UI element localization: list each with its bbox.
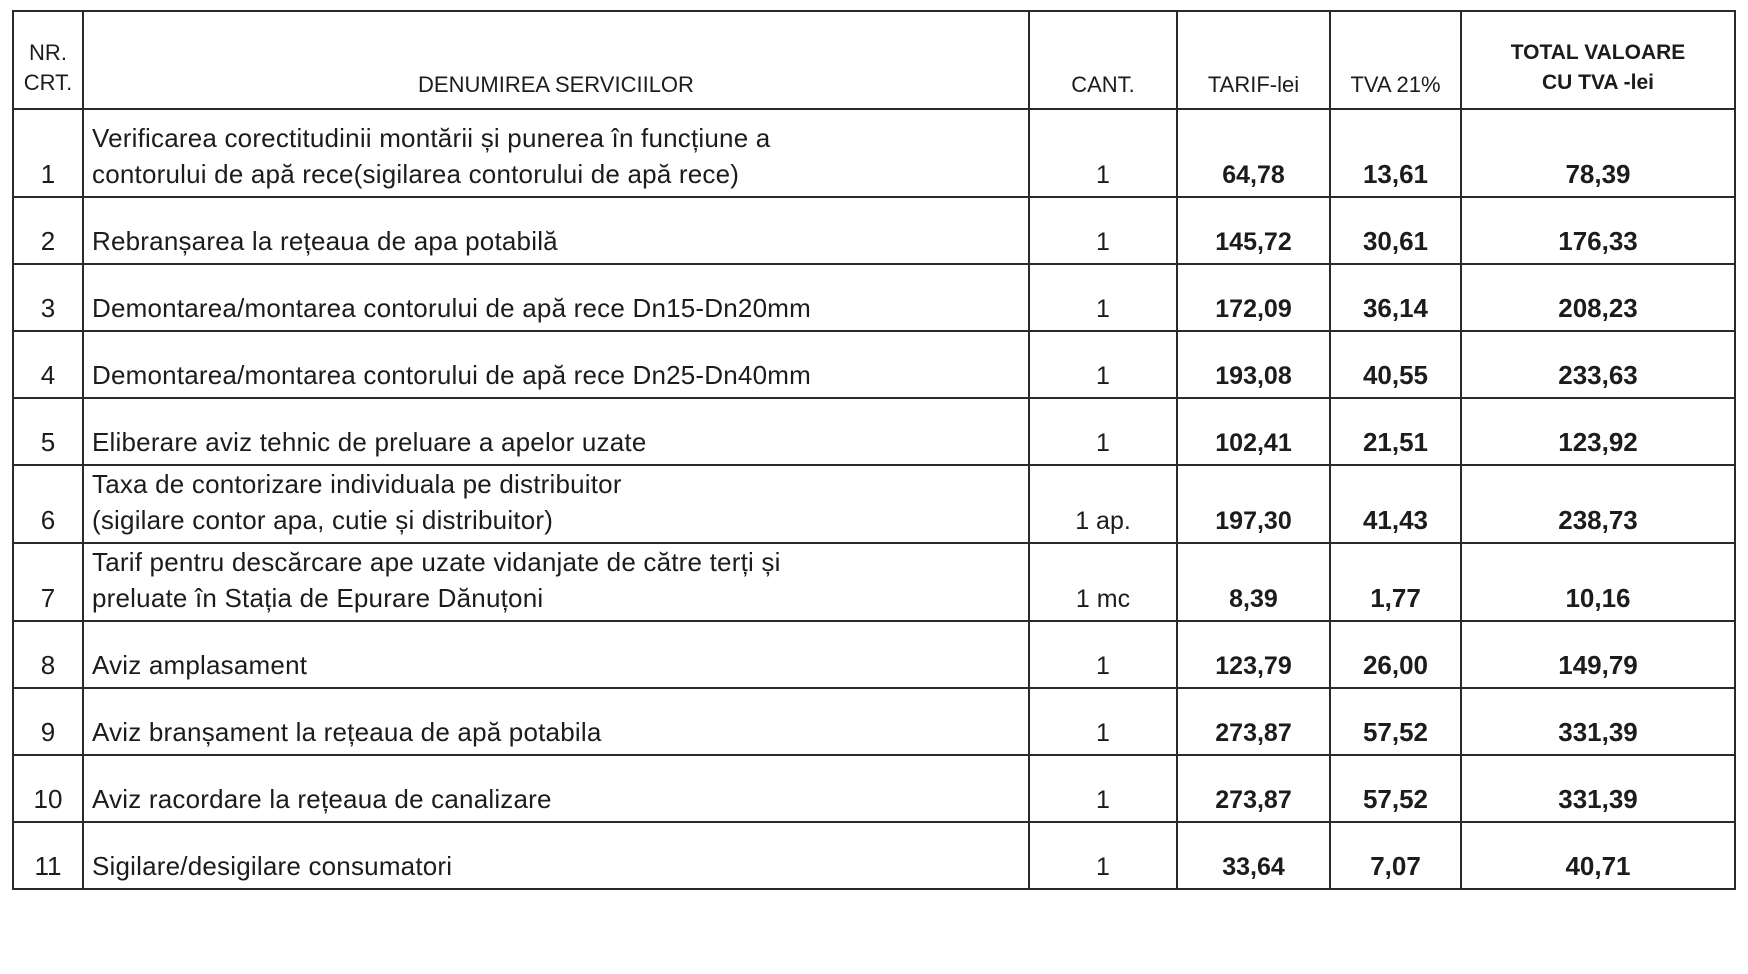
total-cell: 123,92: [1461, 398, 1735, 465]
service-description: [83, 822, 1029, 889]
table-row: [13, 398, 1735, 465]
vat-cell: 41,43: [1330, 465, 1461, 543]
row-number: 3: [13, 264, 83, 331]
table-row: [13, 822, 1735, 889]
service-description-line: Aviz amplasament: [92, 650, 308, 680]
service-description-line: contorului de apă rece(sigilarea contorului de apă rece): [92, 159, 740, 189]
tariff-cell: 273,87: [1177, 688, 1330, 755]
table-row: [13, 264, 1735, 331]
header-total-line-1: TOTAL VALOARE: [1510, 41, 1686, 64]
vat-cell: 1,77: [1330, 543, 1461, 621]
tariff-sheet: [12, 10, 1736, 890]
table-row: [13, 465, 1735, 543]
total-cell: 208,23: [1461, 264, 1735, 331]
vat-cell: 30,61: [1330, 197, 1461, 264]
table-row: [13, 688, 1735, 755]
table-body: [13, 109, 1735, 889]
quantity-cell: 1: [1029, 621, 1177, 688]
header-nr-crt: [13, 11, 83, 109]
service-description: [83, 331, 1029, 398]
total-cell: 331,39: [1461, 755, 1735, 822]
total-cell: 331,39: [1461, 688, 1735, 755]
quantity-cell: 1 mc: [1029, 543, 1177, 621]
header-total-with-vat: [1461, 11, 1735, 109]
total-cell: 233,63: [1461, 331, 1735, 398]
row-number: 4: [13, 331, 83, 398]
service-description-line: Demontarea/montarea contorului de apă rece Dn25-Dn40mm: [92, 360, 811, 390]
service-description-line: Taxa de contorizare individuala pe distribuitor: [92, 469, 622, 499]
row-number: 10: [13, 755, 83, 822]
total-cell: 149,79: [1461, 621, 1735, 688]
total-cell: 176,33: [1461, 197, 1735, 264]
service-description-line: Eliberare aviz tehnic de preluare a apelor uzate: [92, 427, 647, 457]
service-description: [83, 621, 1029, 688]
service-description: [83, 688, 1029, 755]
tariff-cell: 64,78: [1177, 109, 1330, 197]
tariff-cell: 8,39: [1177, 543, 1330, 621]
service-description: [83, 465, 1029, 543]
service-description-line: (sigilare contor apa, cutie și distribuitor): [92, 505, 554, 535]
service-description-line: preluate în Stația de Epurare Dănuțoni: [92, 583, 544, 613]
header-vat: TVA 21%: [1330, 11, 1461, 109]
quantity-cell: 1: [1029, 688, 1177, 755]
service-description: [83, 398, 1029, 465]
header-nr-line-1: NR.: [29, 40, 67, 65]
service-description: [83, 264, 1029, 331]
row-number: 7: [13, 543, 83, 621]
vat-cell: 40,55: [1330, 331, 1461, 398]
service-description-line: Aviz branșament la rețeaua de apă potabila: [92, 717, 602, 747]
total-cell: 78,39: [1461, 109, 1735, 197]
service-description: [83, 755, 1029, 822]
service-description-line: Demontarea/montarea contorului de apă rece Dn15-Dn20mm: [92, 293, 811, 323]
row-number: 1: [13, 109, 83, 197]
vat-cell: 57,52: [1330, 688, 1461, 755]
header-nr-line-2: CRT.: [23, 70, 73, 95]
tariff-cell: 145,72: [1177, 197, 1330, 264]
services-tariff-table: [12, 10, 1736, 890]
header-service-name: DENUMIREA SERVICIILOR: [83, 11, 1029, 109]
quantity-cell: 1: [1029, 398, 1177, 465]
quantity-cell: 1: [1029, 197, 1177, 264]
total-cell: 238,73: [1461, 465, 1735, 543]
header-tariff: TARIF-lei: [1177, 11, 1330, 109]
vat-cell: 36,14: [1330, 264, 1461, 331]
table-row: [13, 755, 1735, 822]
quantity-cell: 1: [1029, 331, 1177, 398]
header-quantity: CANT.: [1029, 11, 1177, 109]
vat-cell: 13,61: [1330, 109, 1461, 197]
service-description: [83, 197, 1029, 264]
service-description-line: Tarif pentru descărcare ape uzate vidanjate de către terți și: [92, 547, 781, 577]
quantity-cell: 1: [1029, 264, 1177, 331]
row-number: 6: [13, 465, 83, 543]
tariff-cell: 172,09: [1177, 264, 1330, 331]
quantity-cell: 1: [1029, 755, 1177, 822]
tariff-cell: 273,87: [1177, 755, 1330, 822]
quantity-cell: 1 ap.: [1029, 465, 1177, 543]
row-number: 5: [13, 398, 83, 465]
tariff-cell: 193,08: [1177, 331, 1330, 398]
vat-cell: 57,52: [1330, 755, 1461, 822]
tariff-cell: 197,30: [1177, 465, 1330, 543]
tariff-cell: 123,79: [1177, 621, 1330, 688]
service-description-line: Verificarea corectitudinii montării și punerea în funcțiune a: [92, 123, 771, 153]
service-description: [83, 543, 1029, 621]
service-description-line: Sigilare/desigilare consumatori: [92, 851, 453, 881]
row-number: 2: [13, 197, 83, 264]
total-cell: 10,16: [1461, 543, 1735, 621]
tariff-cell: 102,41: [1177, 398, 1330, 465]
service-description: [83, 109, 1029, 197]
table-row: [13, 331, 1735, 398]
table-row: [13, 621, 1735, 688]
vat-cell: 7,07: [1330, 822, 1461, 889]
tariff-cell: 33,64: [1177, 822, 1330, 889]
row-number: 9: [13, 688, 83, 755]
header-total-line-2: CU TVA -lei: [1541, 71, 1654, 94]
row-number: 11: [13, 822, 83, 889]
vat-cell: 26,00: [1330, 621, 1461, 688]
row-number: 8: [13, 621, 83, 688]
total-cell: 40,71: [1461, 822, 1735, 889]
quantity-cell: 1: [1029, 109, 1177, 197]
table-header-row: [13, 11, 1735, 109]
table-row: [13, 543, 1735, 621]
table-row: [13, 197, 1735, 264]
service-description-line: Aviz racordare la rețeaua de canalizare: [92, 784, 552, 814]
service-description-line: Rebranșarea la rețeaua de apa potabilă: [92, 226, 558, 256]
vat-cell: 21,51: [1330, 398, 1461, 465]
table-row: [13, 109, 1735, 197]
quantity-cell: 1: [1029, 822, 1177, 889]
